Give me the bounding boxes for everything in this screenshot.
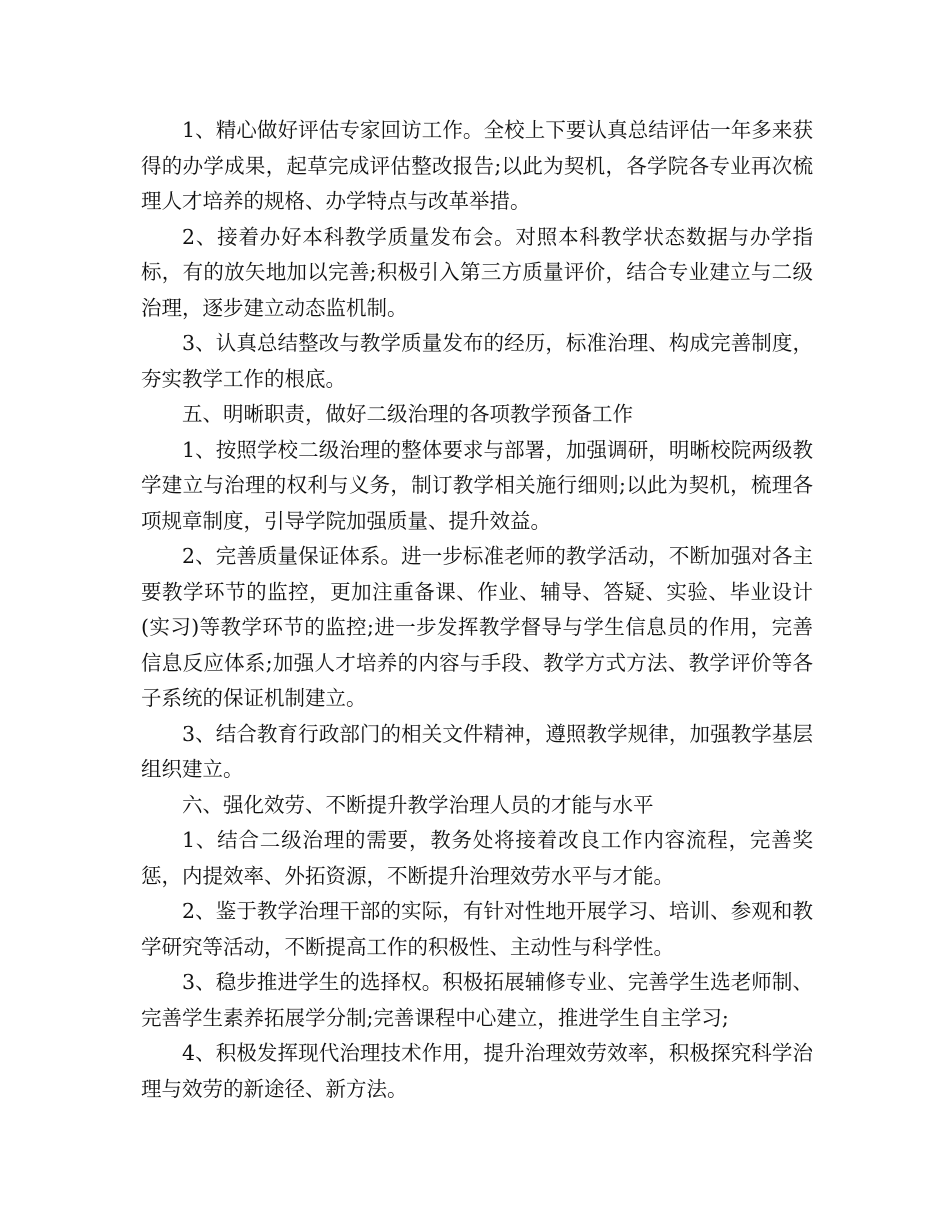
paragraph-6: 3、结合教育行政部门的相关文件精神，遵照教学规律，加强教学基层组织建立。 <box>141 721 813 781</box>
paragraph-7: 1、结合二级治理的需要，教务处将接着改良工作内容流程，完善奖惩，内提效率、外拓资源，不断提升治理效劳水平与才能。 <box>141 828 813 888</box>
section-heading-6: 六、强化效劳、不断提升教学治理人员的才能与水平 <box>182 792 654 817</box>
paragraph-5: 2、完善质量保证体系。进一步标准老师的教学活动，不断加强对各主要教学环节的监控，更加注重备课、作业、辅导、答疑、实验、毕业设计(实习)等教学环节的监控;进一步发挥教学督导与学生信息员的作用，完善信息反应体系;加强人才培养的内容与手段、教学方式方法、教学评价等各子系统的保证机制建立。 <box>141 544 813 710</box>
paragraph-2: 2、接着办好本科教学质量发布会。对照本科教学状态数据与办学指标，有的放矢地加以完善;积极引入第三方质量评价，结合专业建立与二级治理，逐步建立动态监机制。 <box>141 224 813 320</box>
paragraph-10: 4、积极发挥现代治理技术作用，提升治理效劳效率，积极探究科学治理与效劳的新途径、新方法。 <box>141 1041 813 1101</box>
document-body <box>141 113 813 1107</box>
paragraph-3: 3、认真总结整改与教学质量发布的经历，标准治理、构成完善制度，夯实教学工作的根底。 <box>141 331 813 391</box>
paragraph-8: 2、鉴于教学治理干部的实际，有针对性地开展学习、培训、参观和教学研究等活动，不断提高工作的积极性、主动性与科学性。 <box>141 899 813 959</box>
paragraph-9: 3、稳步推进学生的选择权。积极拓展辅修专业、完善学生选老师制、完善学生素养拓展学分制;完善课程中心建立，推进学生自主学习; <box>141 970 813 1030</box>
paragraph-1: 1、精心做好评估专家回访工作。全校上下要认真总结评估一年多来获得的办学成果，起草完成评估整改报告;以此为契机，各学院各专业再次梳理人才培养的规格、办学特点与改革举措。 <box>141 118 813 213</box>
paragraph-4: 1、按照学校二级治理的整体要求与部署，加强调研，明晰校院两级教学建立与治理的权利与义务，制订教学相关施行细则;以此为契机，梳理各项规章制度，引导学院加强质量、提升效益。 <box>141 437 813 533</box>
section-heading-5: 五、明晰职责，做好二级治理的各项教学预备工作 <box>182 402 633 426</box>
